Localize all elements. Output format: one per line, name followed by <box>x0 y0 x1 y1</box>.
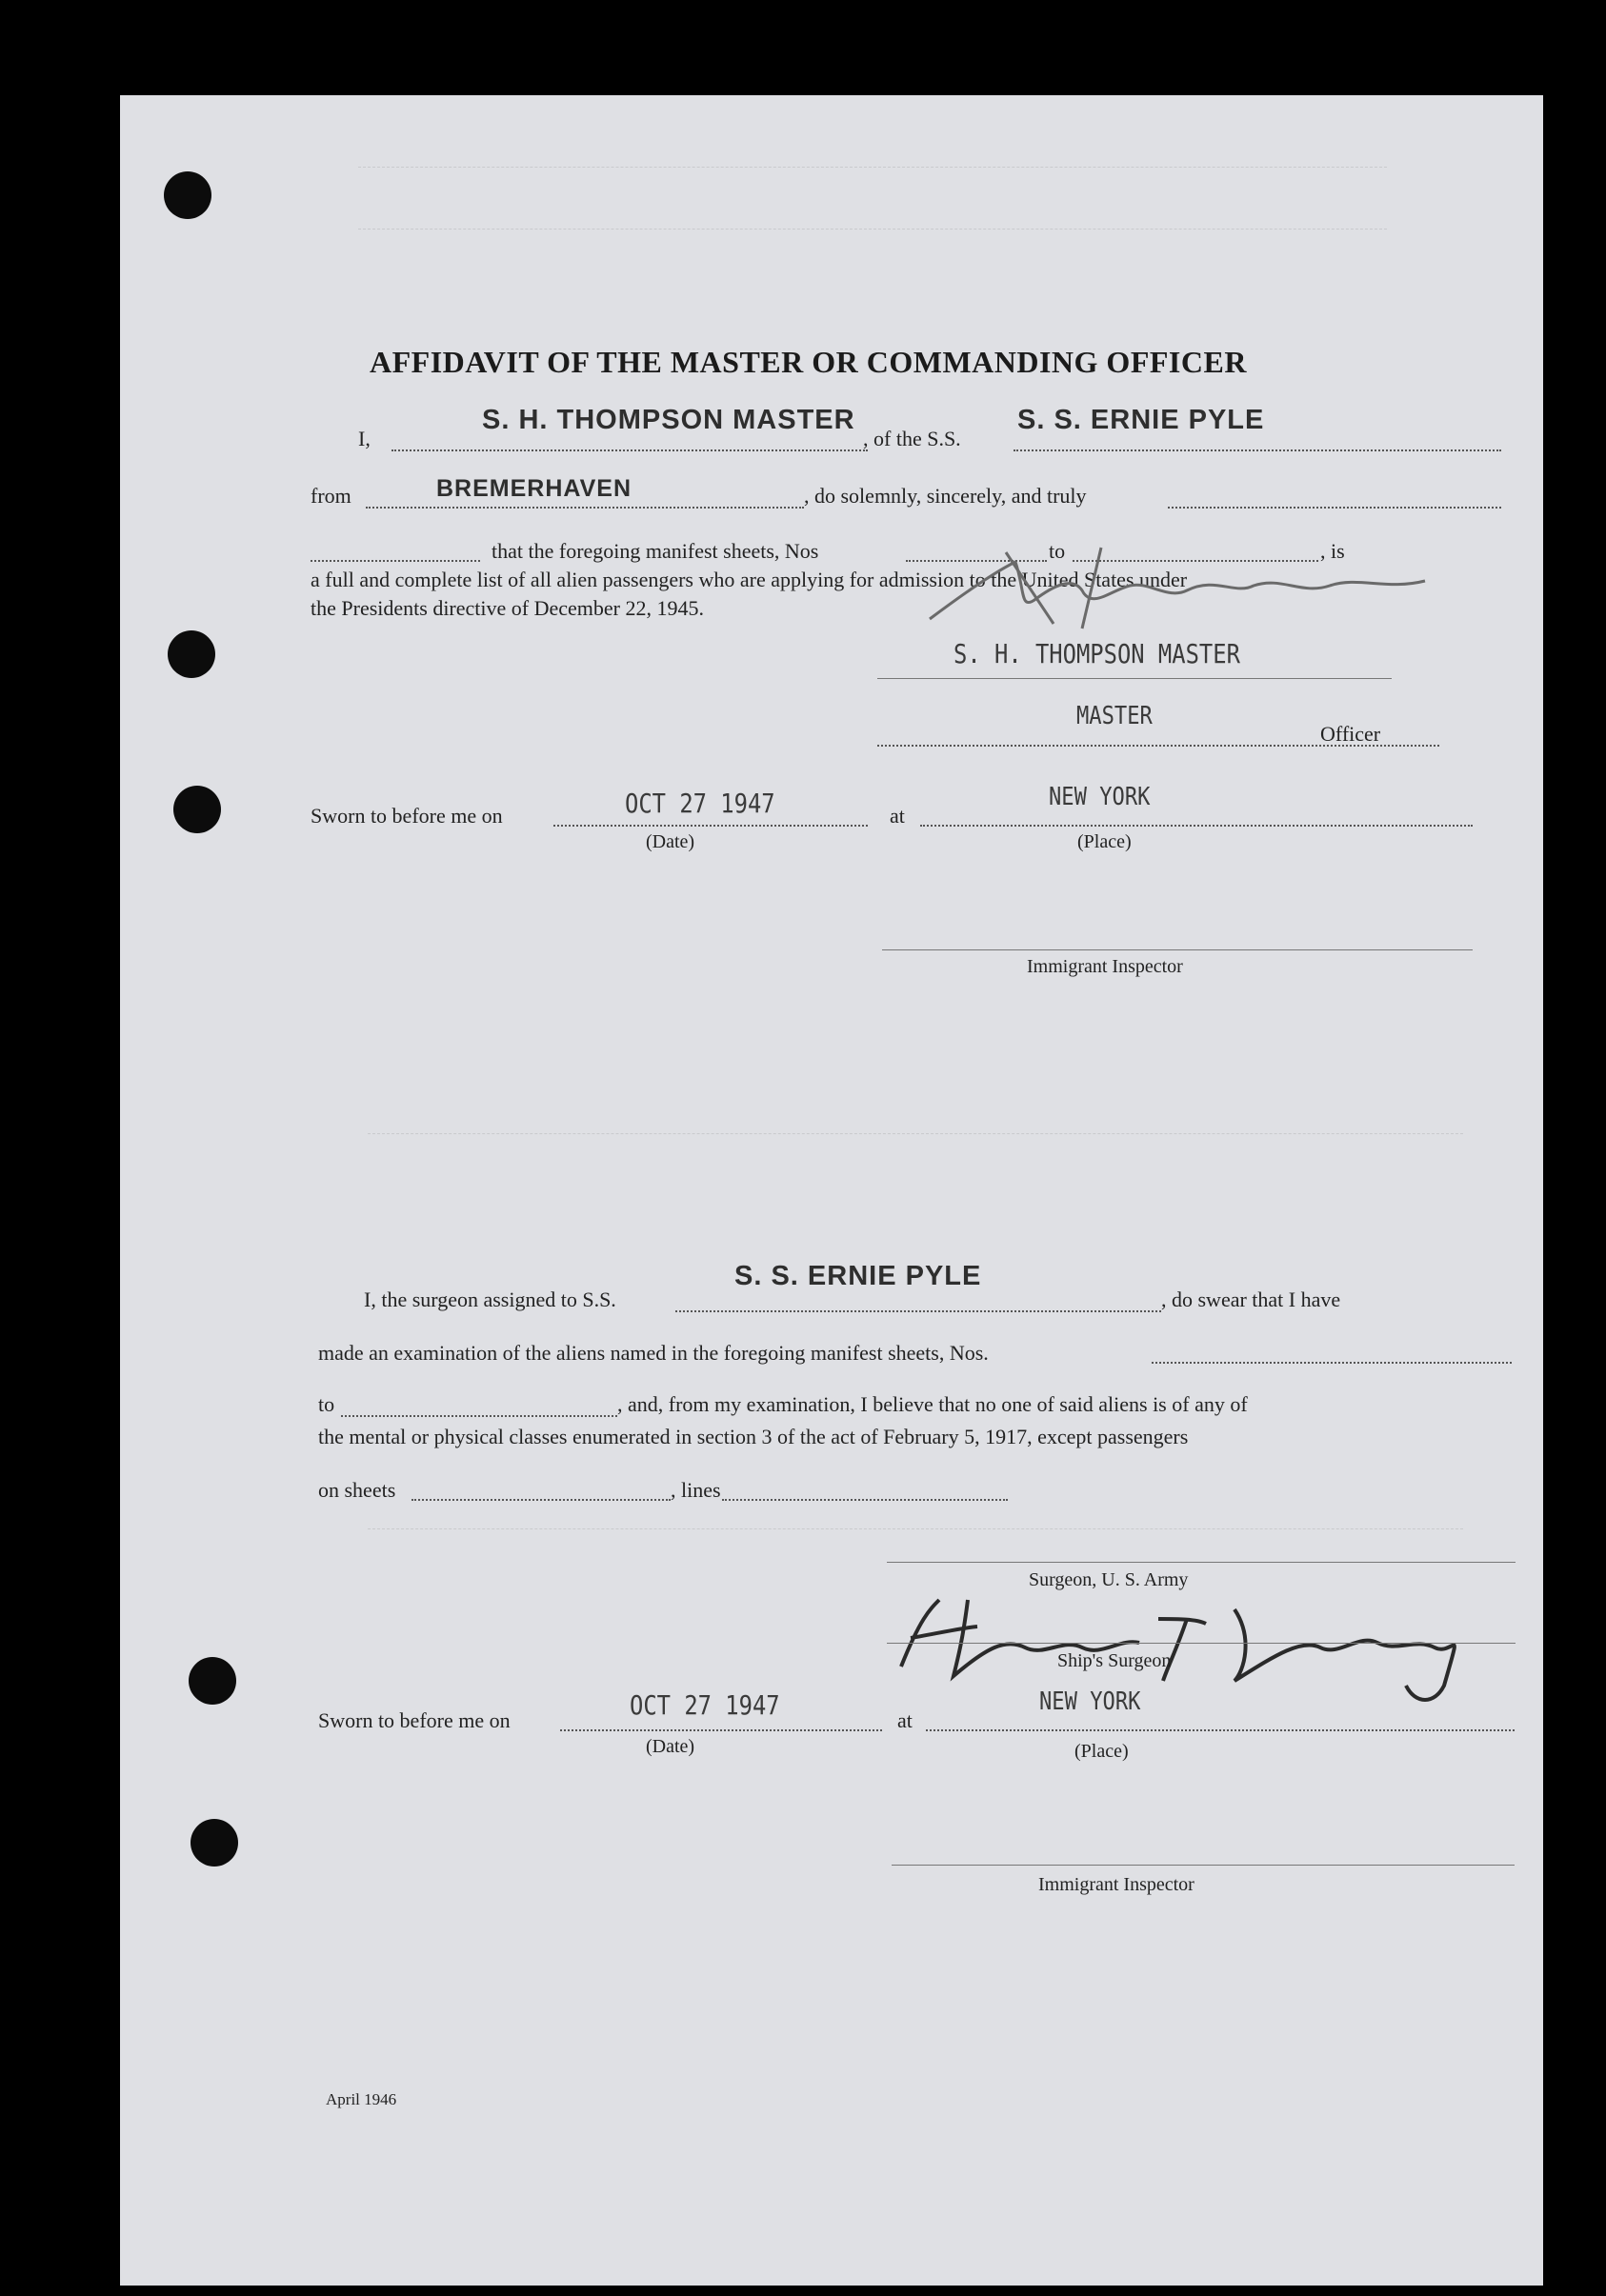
bleed-through-line <box>368 1133 1463 1134</box>
line3-leading-line <box>311 560 480 562</box>
at-label: at <box>890 804 905 828</box>
surgeon-place-stamp: NEW YORK <box>1039 1687 1141 1716</box>
army-surgeon-label: Surgeon, U. S. Army <box>1029 1569 1189 1590</box>
surgeon-date-caption: (Date) <box>646 1736 695 1757</box>
surgeon-inspector-line <box>892 1865 1515 1866</box>
bleed-through-line <box>368 1528 1463 1529</box>
surgeon-place-caption: (Place) <box>1074 1741 1129 1762</box>
bleed-through-line <box>358 167 1387 168</box>
inspector-label: Immigrant Inspector <box>1027 956 1183 977</box>
form-date: April 1946 <box>326 2090 397 2108</box>
ship-name-value: S. S. ERNIE PYLE <box>1017 405 1265 435</box>
affidavit-title: AFFIDAVIT OF THE MASTER OR COMMANDING OFFICER <box>370 345 1247 379</box>
ship-surgeon-label: Ship's Surgeon <box>1057 1650 1172 1671</box>
line3-text: that the foregoing manifest sheets, Nos <box>492 539 819 563</box>
line4-text: a full and complete list of all alien passengers who are applying for admission to the United States under <box>311 568 1188 591</box>
surgeon-to-line <box>341 1415 617 1417</box>
line1-of-ss: , of the S.S. <box>863 427 961 450</box>
master-signature-stamp: S. H. THOMPSON MASTER <box>954 638 1240 669</box>
surgeon-ship-value: S. S. ERNIE PYLE <box>734 1261 982 1291</box>
line2-trailing-line <box>1168 507 1501 509</box>
surgeon-inspector-label: Immigrant Inspector <box>1038 1874 1194 1895</box>
surgeon-at-label: at <box>897 1708 913 1732</box>
line5-text: the Presidents directive of December 22, 1945. <box>311 596 704 620</box>
inspector-signature-line <box>882 949 1473 950</box>
master-title-stamp: MASTER <box>1076 702 1153 730</box>
place-line <box>920 825 1473 827</box>
sworn-date-stamp: OCT 27 1947 <box>625 788 775 819</box>
army-surgeon-line <box>887 1562 1516 1563</box>
binder-hole <box>173 786 221 833</box>
sworn-label: Sworn to before me on <box>311 804 503 828</box>
surgeon-line3-to: to <box>318 1392 335 1416</box>
binder-hole <box>164 171 211 219</box>
line1-i: I, <box>358 427 371 450</box>
officer-label: Officer <box>1320 722 1381 746</box>
surgeon-ship-line <box>675 1310 1161 1312</box>
surgeon-line1-rest: , do swear that I have <box>1161 1288 1341 1311</box>
ship-surgeon-line <box>887 1643 1516 1644</box>
master-handwritten-signature <box>911 533 1482 648</box>
date-caption: (Date) <box>646 831 695 852</box>
surgeon-line5-sheets: on sheets <box>318 1478 396 1502</box>
surgeon-line2-text: made an examination of the aliens named in the foregoing manifest sheets, Nos. <box>318 1341 989 1365</box>
binder-hole <box>189 1657 236 1705</box>
document-page <box>120 95 1543 2286</box>
master-name-value: S. H. THOMPSON MASTER <box>482 405 855 435</box>
binder-hole <box>168 630 215 678</box>
surgeon-sworn-label: Sworn to before me on <box>318 1708 511 1732</box>
surgeon-nos-line <box>1152 1362 1512 1364</box>
surgeon-date-line <box>560 1729 882 1731</box>
line3-is: , is <box>1320 539 1345 563</box>
port-value: BREMERHAVEN <box>436 475 632 502</box>
line3-to: to <box>1049 539 1066 563</box>
line2-rest: , do solemnly, sincerely, and truly <box>804 484 1087 508</box>
except-lines-line <box>722 1499 1008 1501</box>
surgeon-date-stamp: OCT 27 1947 <box>630 1689 780 1721</box>
surgeon-handwritten-signature <box>873 1581 1520 1714</box>
date-line <box>553 825 868 827</box>
port-line <box>366 507 804 509</box>
place-caption: (Place) <box>1077 831 1132 852</box>
surgeon-line1-text: I, the surgeon assigned to S.S. <box>364 1288 616 1311</box>
ship-name-line <box>1014 449 1501 451</box>
surgeon-line3-rest: , and, from my examination, I believe that no one of said aliens is of any of <box>617 1392 1248 1416</box>
bleed-through-line <box>358 229 1387 230</box>
binder-hole <box>191 1819 238 1867</box>
line2-from: from <box>311 484 351 508</box>
except-sheets-line <box>412 1499 671 1501</box>
master-name-line <box>391 449 868 451</box>
surgeon-place-line <box>926 1729 1515 1731</box>
signature-line <box>877 678 1392 679</box>
surgeon-line4-text: the mental or physical classes enumerated in section 3 of the act of February 5, 1917, except passengers <box>318 1425 1189 1448</box>
sworn-place-stamp: NEW YORK <box>1049 783 1151 811</box>
surgeon-line5-lines: , lines <box>671 1478 721 1502</box>
